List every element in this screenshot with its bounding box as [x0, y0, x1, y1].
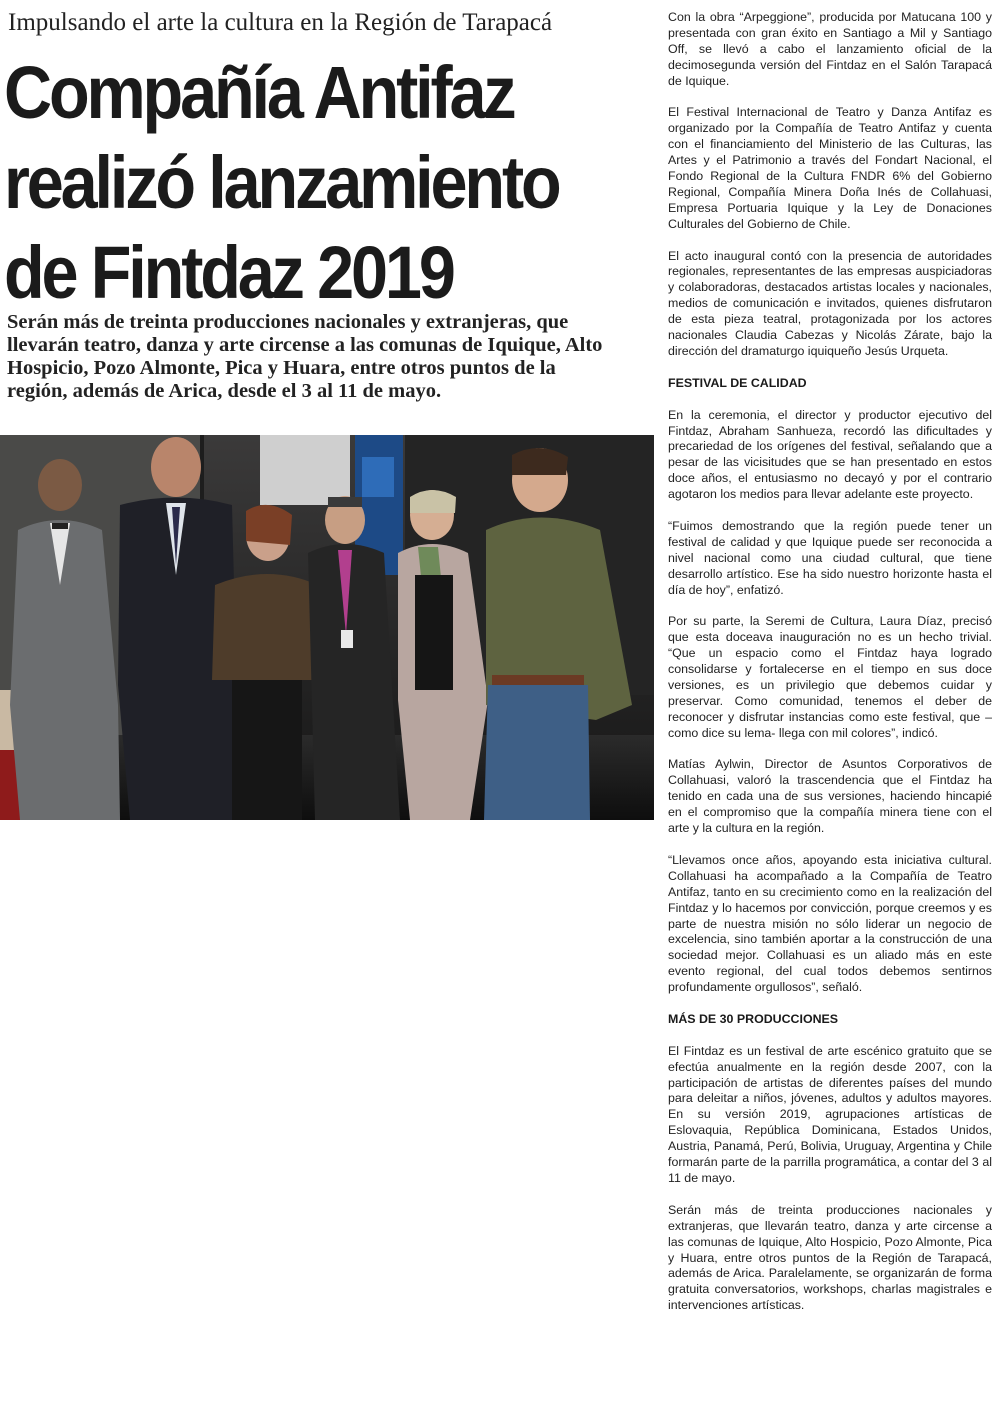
article-paragraph: El acto inaugural contó con la presencia de autoridades regionales, representantes de las empresas auspiciadoras y colaboradoras, destacados artistas locales y nacionales, medios de comunicación e invitados, quienes disfrutaron de esta pieza teatral, protagonizada por los actores nacionales Claudia Cabezas y Nicolás Zárate, bajo la dirección del dramaturgo iquiqueño Jesús Urqueta.: [668, 248, 992, 358]
article-paragraph: Matías Aylwin, Director de Asuntos Corporativos de Collahuasi, valoró la trascendencia que el Fintdaz ha tenido en cada una de sus versiones, haciendo hincapié en el compromiso que la compañía minera tiene con el arte y la cultura en la región.: [668, 757, 992, 836]
headline-line-1: Compañía Antifaz: [4, 51, 514, 134]
headline-line-2: realizó lanzamiento: [4, 141, 559, 224]
article-paragraph: Serán más de treinta producciones nacionales y extranjeras, que llevarán teatro, danza y arte circense a las comunas de Iquique, Alto Hospicio, Pozo Almonte, Pica y Huara, entre otros puntos de la Región de Tarapacá, además de Arica. Paralelamente, se organizarán de forma gratuita conversatorios, workshops, charlas magistrales e intervenciones artísticas.: [668, 1202, 992, 1313]
article-paragraph: En la ceremonia, el director y productor ejecutivo del Fintdaz, Abraham Sanhueza, recordó las dificultades y precariedad de los orígenes del festival, señalando que a pesar de las vicisitudes que se han presentado en estos doce años, el entusiasmo no decayó y por el contrario agotaron los medios para llevar adelante este proyecto.: [668, 407, 992, 502]
article-body: [668, 10, 992, 1330]
lede: Serán más de treinta producciones nacionales y extranjeras, que llevarán teatro, danza y arte circense a las comunas de Iquique, Alto Hospicio, Pozo Almonte, Pica y Huara, entre otros puntos de la región, además de Arica, desde el 3 al 11 de mayo.: [7, 311, 603, 402]
group-photo: [0, 435, 654, 820]
subheading-festival-de-calidad: FESTIVAL DE CALIDAD: [668, 375, 807, 390]
article-paragraph: “Fuimos demostrando que la región puede tener un festival de calidad y que Iquique puede ser reconocida a nivel nacional como una ciudad cultural, que tiene desarrollo artístico. Ese ha sido nuestro horizonte hasta el día de hoy”, enfatizó.: [668, 518, 992, 597]
article-paragraph: Con la obra “Arpeggione”, producida por Matucana 100 y presentada con gran éxito en Santiago a Mil y Santiago Off, se llevó a cabo el lanzamiento oficial de la decimosegunda versión del Fintdaz en el Salón Tarapacá de Iquique.: [668, 10, 992, 88]
article-paragraph: Por su parte, la Seremi de Cultura, Laura Díaz, precisó que esta doceava inauguración no es un hecho trivial. “Que un espacio como el Fintdaz haya logrado consolidarse y fortalecerse en el tiempo en sus doce versiones, es un privilegio que debemos cuidar y preservar. Como comunidad, tenemos el deber de reconocer y disfrutar instancias como este festival, que –como dice su lema- llega con mil colores”, indicó.: [668, 614, 992, 740]
headline-line-3: de Fintdaz 2019: [4, 231, 453, 314]
article-paragraph: El Fintdaz es un festival de arte escénico gratuito que se efectúa anualmente en la región desde 2007, con la participación de artistas de diferentes países del mundo para deleitar a niños, jóvenes, adultos y adultos mayores. En su versión 2019, agrupaciones artísticas de Eslovaquia, República Dominicana, Estados Unidos, Austria, Panamá, Perú, Bolivia, Uruguay, Argentina y Chile formarán parte de la parrilla programática, a contar del 3 al 11 de mayo.: [668, 1043, 992, 1185]
article-paragraph: El Festival Internacional de Teatro y Danza Antifaz es organizado por la Compañía de Teatro Antifaz y cuenta con el financiamiento del Ministerio de las Culturas, las Artes y el Patrimonio a través del Fondart Nacional, el Fondo Regional de la Cultura FNDR 6% del Gobierno Regional, Compañía Minera Doña Inés de Collahuasi, Empresa Portuaria Iquique y la Ley de Donaciones Culturales del Gobierno de Chile.: [668, 105, 992, 231]
group-photo-icon: [0, 435, 654, 820]
article-paragraph: “Llevamos once años, apoyando esta iniciativa cultural. Collahuasi ha acompañado a la Compañía de Teatro Antifaz, tanto en su crecimiento como en la realización del Fintdaz y lo hacemos por convicción, porque creemos y es parte de nuestra misión no sólo liderar un negocio de excelencia, sino también aportar a la construcción de una sociedad mejor. Collahuasi es un aliado más en este evento regional, del cual todos debemos sentirnos profundamente orgullosos”, señaló.: [668, 852, 992, 995]
kicker: Impulsando el arte la cultura en la Región de Tarapacá: [8, 9, 553, 36]
subheading-mas-de-30-producciones: MÁS DE 30 PRODUCCIONES: [668, 1011, 839, 1026]
headline: [4, 48, 580, 318]
